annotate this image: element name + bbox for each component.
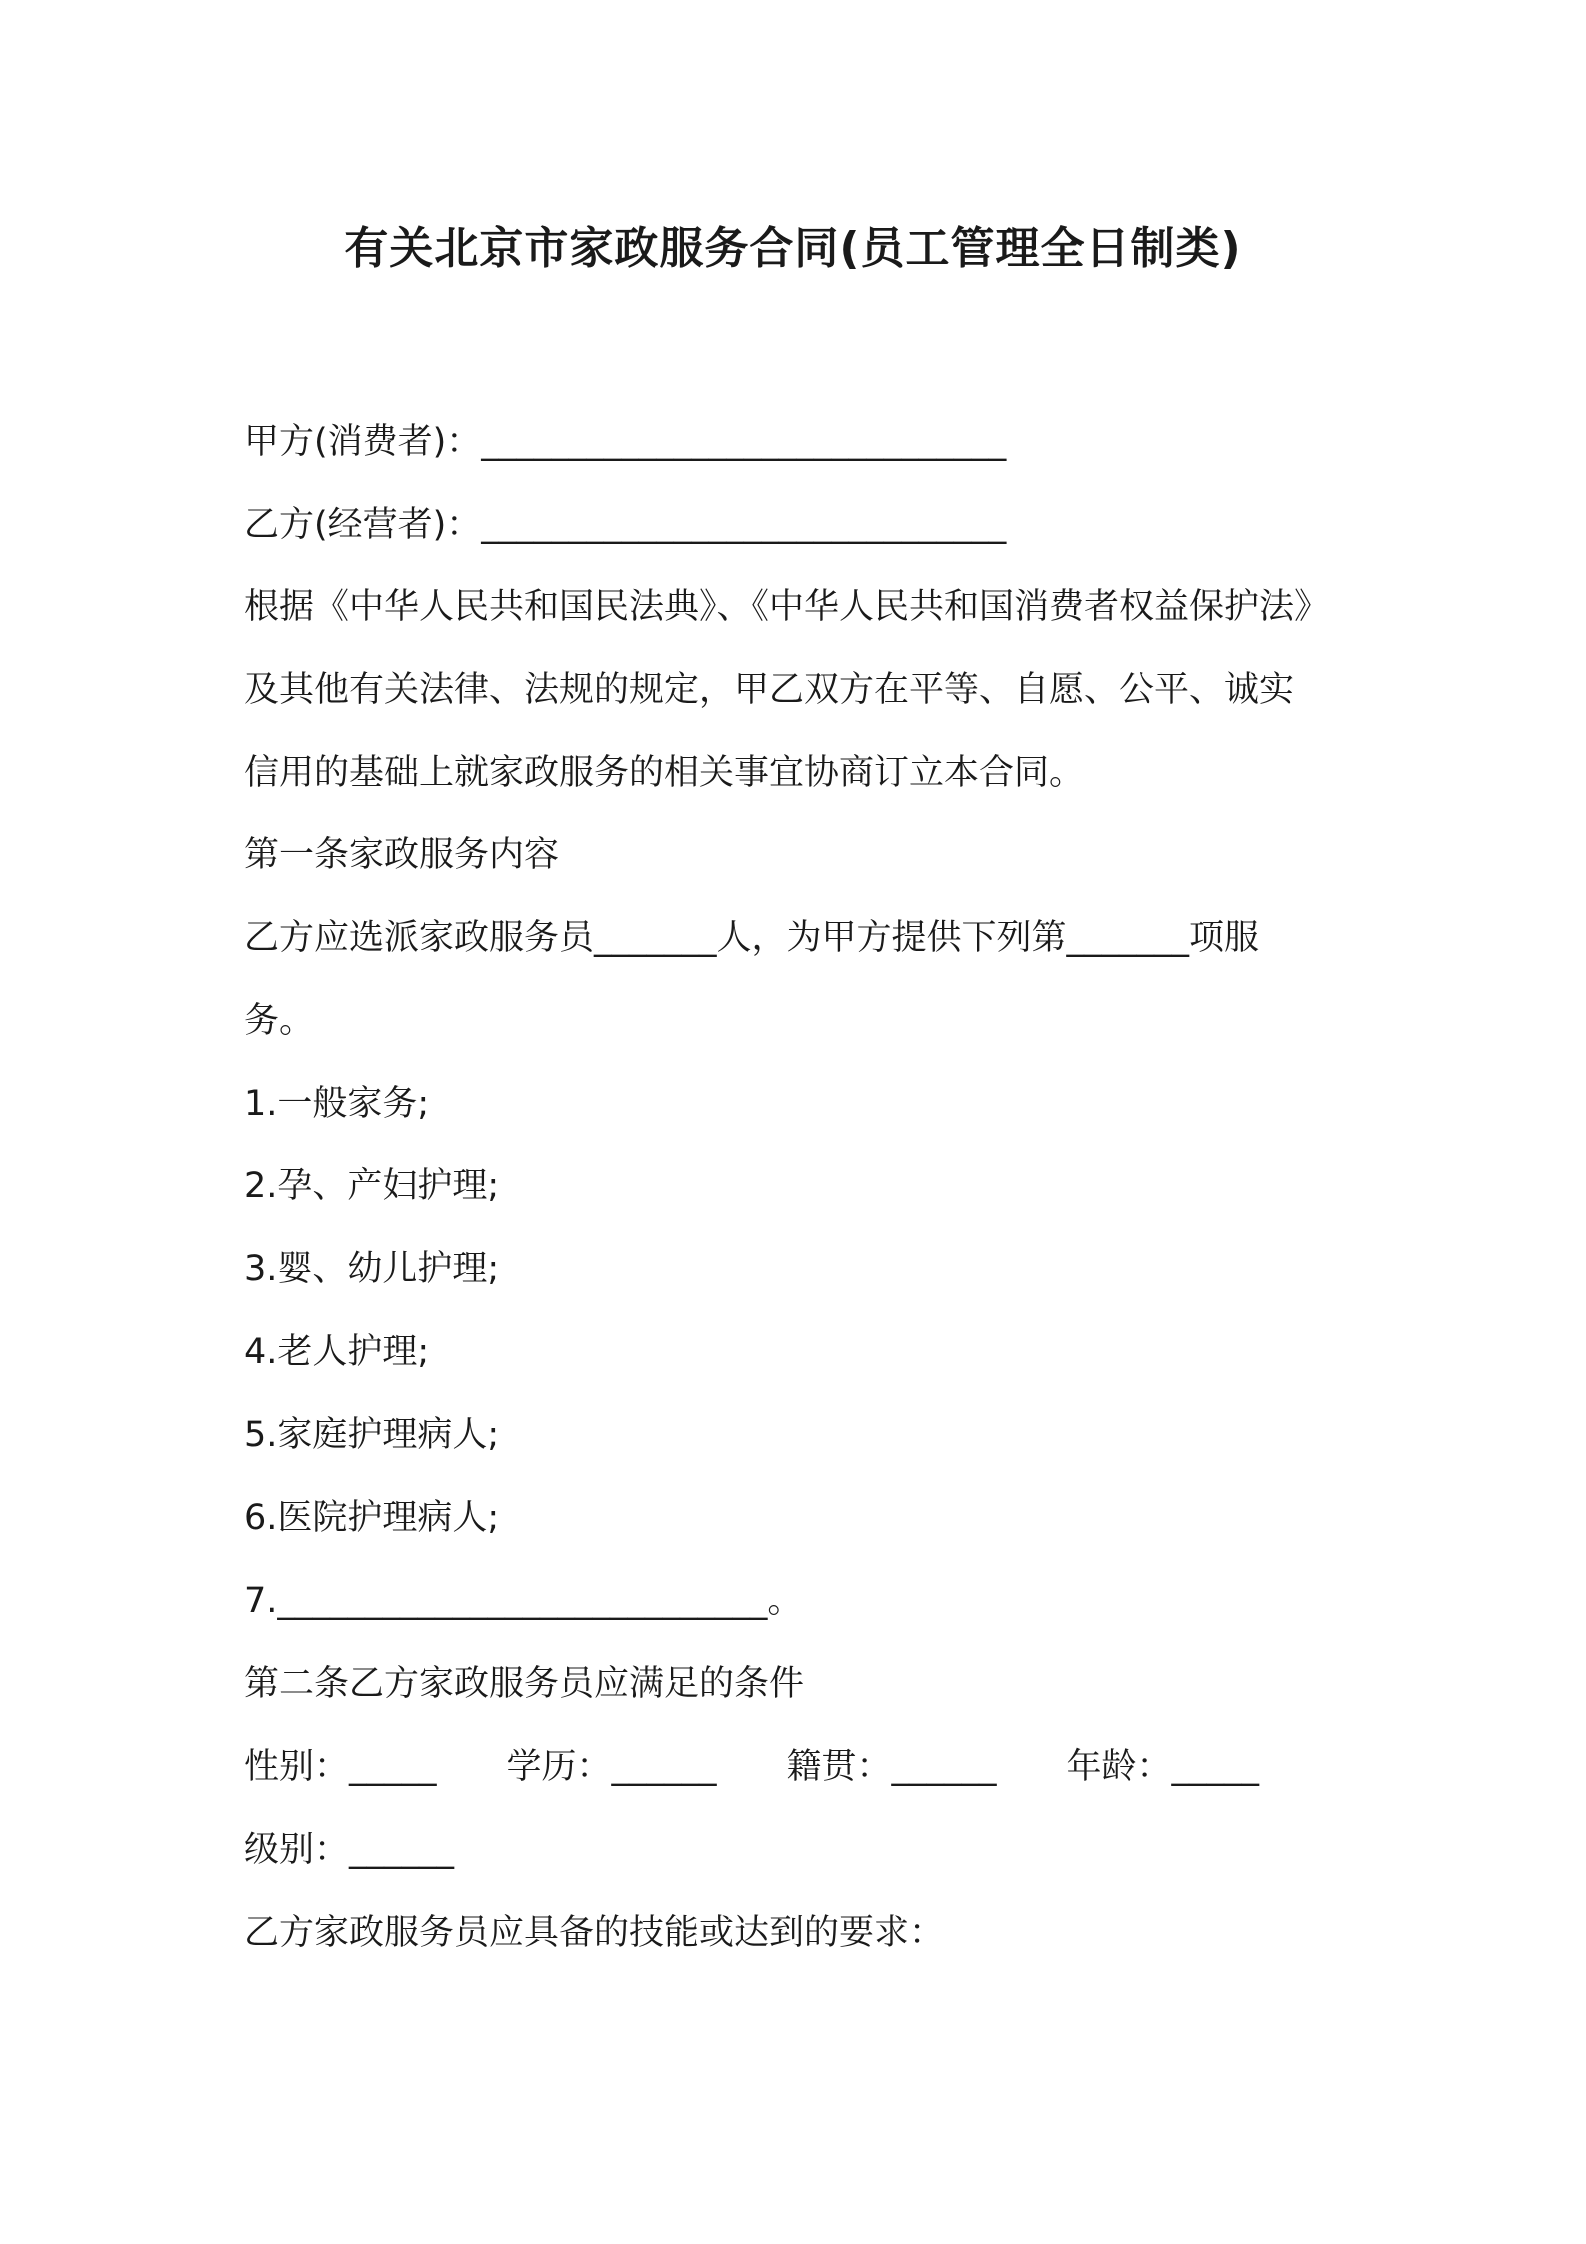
service-item: 2.孕、产妇护理; (244, 1166, 500, 1206)
skills-line: 乙方家政服务员应具备的技能或达到的要求： (244, 1913, 945, 1953)
party-b-line: 乙方(经营者)：______________________________ (244, 505, 1007, 545)
service-item: 6.医院护理病人; (244, 1498, 500, 1538)
article-1-heading: 第一条家政服务内容 (244, 835, 560, 875)
service-item: 5.家庭护理病人; (244, 1415, 500, 1455)
level-line: 级别：______ (244, 1830, 455, 1870)
service-item: 4.老人护理; (244, 1332, 430, 1372)
article-2-heading: 第二条乙方家政服务员应满足的条件 (244, 1664, 805, 1704)
preamble-line-1: 根据《中华人民共和国民法典》、《中华人民共和国消费者权益保护法》 (244, 587, 1330, 627)
preamble-line-3: 信用的基础上就家政服务的相关事宜协商订立本合同。 (244, 753, 1085, 793)
conditions-line: 性别：_____ 学历：______ 籍贯：______ 年龄：_____ (244, 1747, 1260, 1787)
service-item: 3.婴、幼儿护理; (244, 1249, 500, 1289)
service-item: 1.一般家务; (244, 1084, 430, 1124)
preamble-line-2: 及其他有关法律、法规的规定，甲乙双方在平等、自愿、公平、诚实 (244, 670, 1295, 710)
article-1-text-2: 务。 (244, 1001, 315, 1041)
document-title: 有关北京市家政服务合同(员工管理全日制类) (344, 223, 1242, 274)
service-item: 7.____________________________。 (244, 1581, 803, 1621)
party-a-line: 甲方(消费者)：______________________________ (244, 422, 1007, 462)
article-1-text-1: 乙方应选派家政服务员_______人，为甲方提供下列第_______项服 (244, 918, 1260, 958)
